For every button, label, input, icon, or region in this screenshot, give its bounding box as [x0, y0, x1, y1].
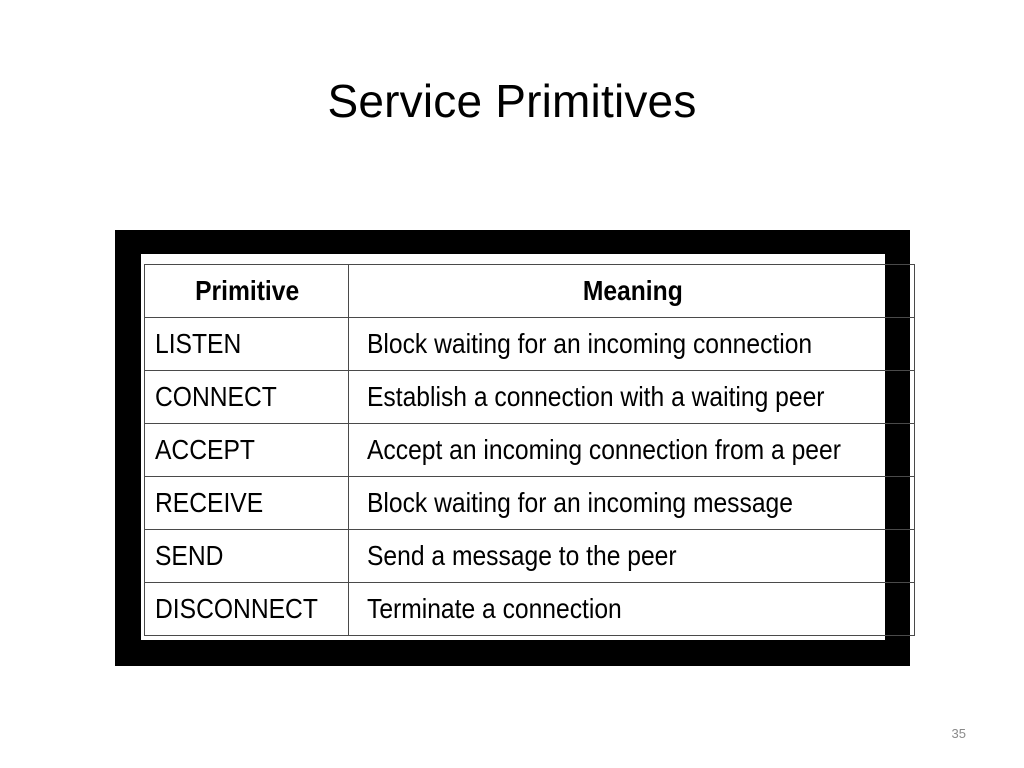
primitives-table	[144, 264, 915, 636]
table-header-row	[145, 265, 915, 318]
meaning-cell: Terminate a connection	[349, 583, 915, 636]
table-row	[145, 477, 915, 530]
page-number: 35	[951, 726, 966, 741]
table-row	[145, 318, 915, 371]
table-row	[145, 371, 915, 424]
table-row	[145, 530, 915, 583]
header-primitive: Primitive	[145, 265, 349, 318]
primitive-cell: RECEIVE	[145, 477, 349, 530]
meaning-cell: Block waiting for an incoming connection	[349, 318, 915, 371]
table-row	[145, 583, 915, 636]
slide-title: Service Primitives	[327, 75, 697, 127]
meaning-cell: Accept an incoming connection from a peer	[349, 424, 915, 477]
table-image-frame	[115, 230, 910, 666]
primitive-cell: SEND	[145, 530, 349, 583]
primitive-cell: ACCEPT	[145, 424, 349, 477]
table-image-background	[141, 254, 885, 640]
meaning-cell: Establish a connection with a waiting peer	[349, 371, 915, 424]
meaning-cell: Block waiting for an incoming message	[349, 477, 915, 530]
primitive-cell: DISCONNECT	[145, 583, 349, 636]
primitive-cell: CONNECT	[145, 371, 349, 424]
header-meaning: Meaning	[349, 265, 915, 318]
primitive-cell: LISTEN	[145, 318, 349, 371]
table-row	[145, 424, 915, 477]
meaning-cell: Send a message to the peer	[349, 530, 915, 583]
